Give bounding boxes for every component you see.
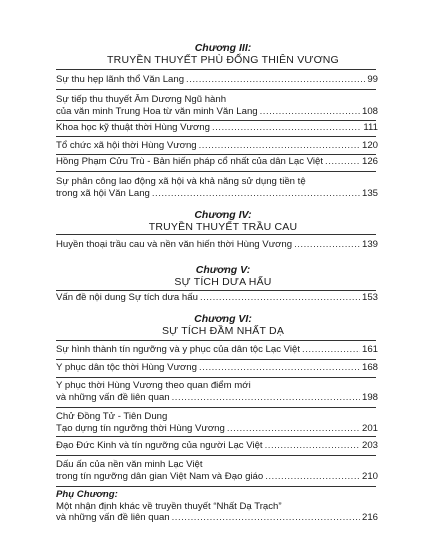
page-number: 120 [361, 140, 378, 151]
page-number: 198 [361, 391, 378, 403]
divider [56, 154, 376, 155]
toc-entry [56, 239, 378, 251]
page-number: 203 [361, 440, 378, 451]
toc-entry [56, 140, 378, 152]
page-number: 111 [363, 122, 378, 133]
toc-entry [56, 362, 378, 374]
dot-leader [199, 140, 360, 152]
chapter-number: Chương IV: [194, 209, 252, 221]
entry-text: Đạo Đức Kinh và tín ngưỡng của người Lạc Việt [56, 440, 263, 451]
toc-entry [56, 74, 378, 86]
dot-leader [265, 471, 360, 483]
chapter-heading [0, 313, 446, 338]
divider [56, 407, 376, 408]
dot-leader [172, 392, 360, 404]
page-number: 139 [361, 239, 378, 250]
divider [56, 486, 376, 487]
entry-text: Dấu ấn của nền văn minh Lạc Việt [56, 459, 203, 470]
entry-text: Chử Đồng Tử - Tiên Dung [56, 411, 168, 422]
page-number: 161 [361, 344, 378, 355]
divider [56, 171, 376, 172]
entry-text: Sự hình thành tín ngưỡng và y phục của dân tộc Lạc Việt [56, 344, 301, 355]
entry-text: của văn minh Trung Hoa từ văn minh Văn Lang [56, 105, 258, 117]
entry-text: trong tín ngưỡng dân gian Việt Nam và Đạo giáo [56, 470, 264, 482]
page-number: 135 [361, 187, 378, 199]
chapter-heading [0, 264, 446, 289]
entry-text: Tổ chức xã hội thời Hùng Vương [56, 140, 197, 151]
dot-leader [172, 512, 360, 524]
entry-text: Tạo dựng tín ngưỡng thời Hùng Vương [56, 422, 225, 434]
toc-entry [56, 459, 378, 482]
dot-leader [200, 292, 360, 304]
toc-entry [56, 411, 378, 434]
toc-entry [56, 292, 378, 304]
toc-entry [56, 94, 378, 117]
entry-text: Khoa học kỹ thuật thời Hùng Vương [56, 122, 210, 133]
entry-text: Sự thu hẹp lãnh thổ Văn Lang [56, 74, 185, 85]
divider [56, 290, 376, 291]
divider [56, 359, 376, 360]
entry-text: Hồng Phạm Cửu Trù - Bản hiến pháp cổ nhất của dân Lạc Việt [56, 156, 324, 167]
chapter-number: Chương VI: [194, 313, 252, 325]
chapter-title: TRUYỀN THUYẾT PHÙ ĐỔNG THIÊN VƯƠNG [107, 54, 339, 66]
divider [56, 340, 376, 341]
appendix-heading: Phụ Chương: [56, 489, 118, 500]
page-number: 210 [361, 470, 378, 482]
dot-leader [294, 239, 360, 251]
dot-leader [302, 344, 360, 356]
dot-leader [325, 156, 360, 168]
chapter-title: SỰ TÍCH ĐẦM NHẤT DẠ [161, 325, 285, 337]
divider [56, 136, 376, 137]
toc-entry [56, 122, 378, 134]
entry-text: Y phục thời Hùng Vương theo quan điểm mới [56, 380, 251, 391]
toc-entry [56, 176, 378, 199]
chapter-heading [0, 42, 446, 67]
entry-text: Một nhận định khác về truyền thuyết “Nhất Dạ Trạch” [56, 500, 282, 512]
divider [56, 436, 376, 437]
dot-leader [227, 423, 360, 435]
chapter-number: Chương V: [195, 264, 251, 276]
chapter-title: SỰ TÍCH DƯA HẤU [174, 276, 272, 288]
entry-text: Y phục dân tộc thời Hùng Vương [56, 362, 197, 373]
dot-leader [212, 122, 361, 134]
dot-leader [260, 106, 360, 118]
page-number: 216 [361, 512, 378, 523]
page-number: 108 [361, 105, 378, 117]
divider [56, 234, 376, 235]
toc-entry [56, 440, 378, 452]
entry-text: và những vấn đề liên quan [56, 391, 170, 403]
entry-text: Sự phân công lao động xã hội và khả năng sử dụng tiền tệ [56, 176, 306, 187]
dot-leader [152, 188, 360, 200]
divider [56, 69, 376, 70]
dot-leader [186, 74, 365, 86]
dot-leader [199, 362, 360, 374]
page-number: 168 [361, 362, 378, 373]
page-number: 153 [361, 292, 378, 303]
divider [56, 377, 376, 378]
dot-leader [265, 440, 360, 452]
entry-text: Sự tiếp thu thuyết Âm Dương Ngũ hành [56, 94, 227, 105]
chapter-number: Chương III: [194, 42, 252, 54]
toc-entry [56, 380, 378, 403]
entry-text: Huyền thoại trầu cau và nền văn hiến thời Hùng Vương [56, 239, 293, 250]
appendix-entry [56, 489, 378, 524]
chapter-title: TRUYỀN THUYẾT TRẦU CAU [148, 221, 298, 233]
page-number: 99 [367, 74, 378, 85]
toc-entry [56, 156, 378, 168]
divider [56, 120, 376, 121]
chapter-heading [0, 209, 446, 234]
page-number: 126 [361, 156, 378, 167]
entry-text: và những vấn đề liên quan [56, 512, 170, 523]
divider [56, 455, 376, 456]
page-number: 201 [361, 422, 378, 434]
entry-text: trong xã hội Văn Lang [56, 187, 150, 199]
entry-text: Vấn đề nội dung Sự tích dưa hấu [56, 292, 198, 303]
divider [56, 89, 376, 90]
toc-entry [56, 344, 378, 356]
